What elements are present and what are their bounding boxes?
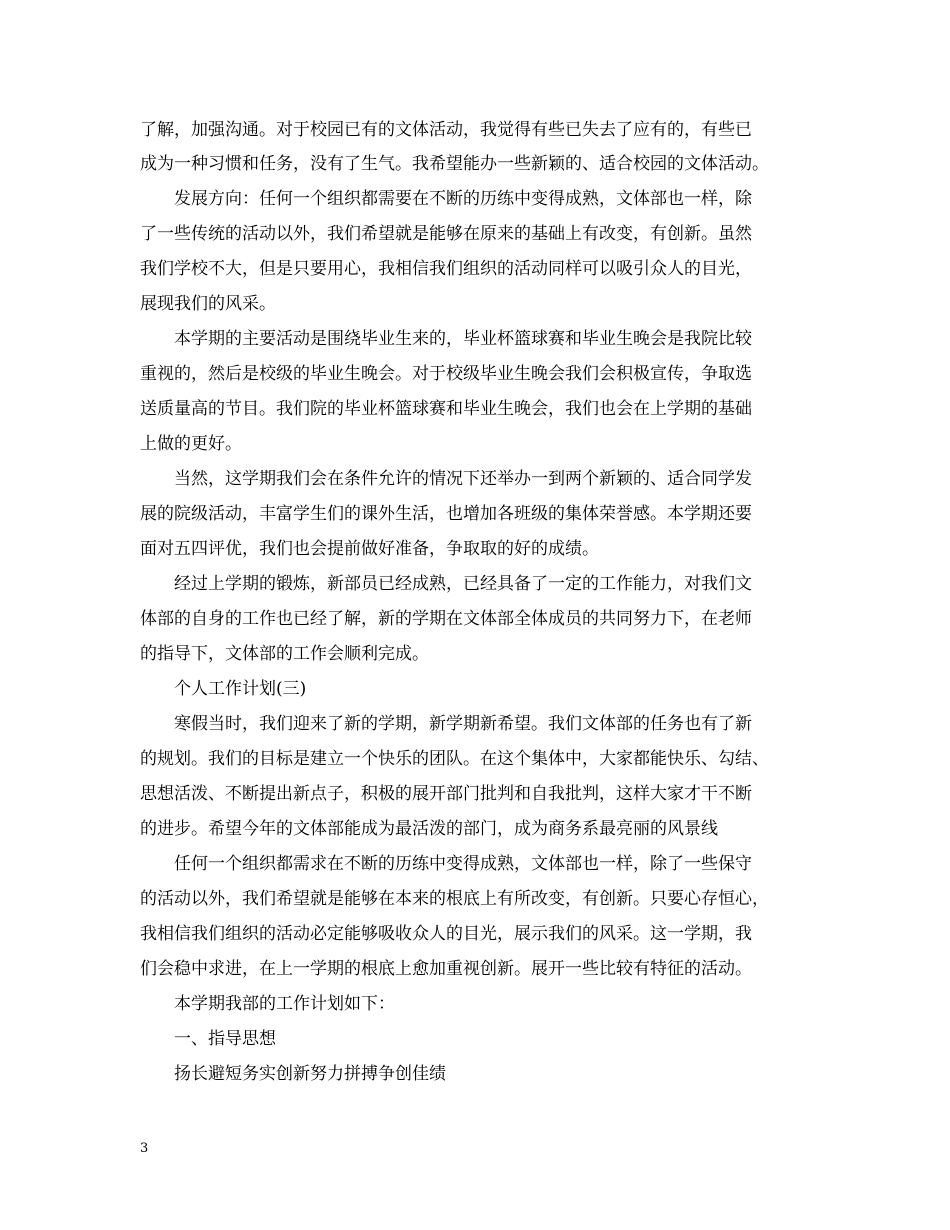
text-line: 重视的，然后是校级的毕业生晚会。对于校级毕业生晚会我们会积极宣传，争取选 [140, 364, 752, 384]
text-line: 扬长避短务实创新努力拼搏争创佳绩 [140, 1064, 446, 1084]
text-line: 寒假当时，我们迎来了新的学期，新学期新希望。我们文体部的任务也有了新 [140, 714, 752, 734]
text-line: 面对五四评优，我们也会提前做好准备，争取取的好的成绩。 [140, 539, 599, 559]
text-line: 们会稳中求进，在上一学期的根底上愈加重视创新。展开一些比较有特征的活动。 [140, 959, 752, 979]
text-line: 了一些传统的活动以外，我们希望就是能够在原来的基础上有改变，有创新。虽然 [140, 224, 752, 244]
text-line: 的活动以外，我们希望就是能够在本来的根底上有所改变，有创新。只要心存恒心， [140, 889, 769, 909]
text-line: 发展方向：任何一个组织都需要在不断的历练中变得成熟，文体部也一样，除 [140, 189, 752, 209]
text-line: 了解，加强沟通。对于校园已有的文体活动，我觉得有些已失去了应有的，有些已 [140, 120, 752, 140]
text-line: 送质量高的节目。我们院的毕业杯篮球赛和毕业生晚会，我们也会在上学期的基础 [140, 399, 752, 419]
section-heading: 一、指导思想 [140, 1029, 276, 1049]
text-line: 体部的自身的工作也已经了解，新的学期在文体部全体成员的共同努力下，在老师 [140, 609, 752, 629]
text-line: 经过上学期的锻炼，新部员已经成熟，已经具备了一定的工作能力，对我们文 [140, 574, 752, 594]
text-line: 成为一种习惯和任务，没有了生气。我希望能办一些新颖的、适合校园的文体活动。 [140, 154, 769, 174]
text-line: 本学期我部的工作计划如下： [140, 994, 395, 1014]
text-line: 的进步。希望今年的文体部能成为最活泼的部门，成为商务系最亮丽的风景线 [140, 819, 718, 839]
section-heading: 个人工作计划(三) [140, 679, 307, 699]
text-line: 上做的更好。 [140, 434, 242, 454]
text-line: 任何一个组织都需求在不断的历练中变得成熟，文体部也一样，除了一些保守 [140, 854, 752, 874]
text-line: 思想活泼、不断提出新点子，积极的展开部门批判和自我批判，这样大家才干不断 [140, 784, 752, 804]
text-line: 展现我们的风采。 [140, 294, 276, 314]
text-line: 展的院级活动，丰富学生们的课外生活，也增加各班级的集体荣誉感。本学期还要 [140, 504, 752, 524]
text-line: 我们学校不大，但是只要用心，我相信我们组织的活动同样可以吸引众人的目光， [140, 259, 752, 279]
text-line: 我相信我们组织的活动必定能够吸收众人的目光，展示我们的风采。这一学期，我 [140, 924, 752, 944]
page-number: 3 [140, 1141, 149, 1156]
text-line: 本学期的主要活动是围绕毕业生来的，毕业杯篮球赛和毕业生晚会是我院比较 [140, 329, 752, 349]
text-line: 的指导下，文体部的工作会顺利完成。 [140, 644, 429, 664]
text-line: 的规划。我们的目标是建立一个快乐的团队。在这个集体中，大家都能快乐、勾结、 [140, 749, 769, 769]
text-line: 当然，这学期我们会在条件允许的情况下还举办一到两个新颖的、适合同学发 [140, 469, 752, 489]
